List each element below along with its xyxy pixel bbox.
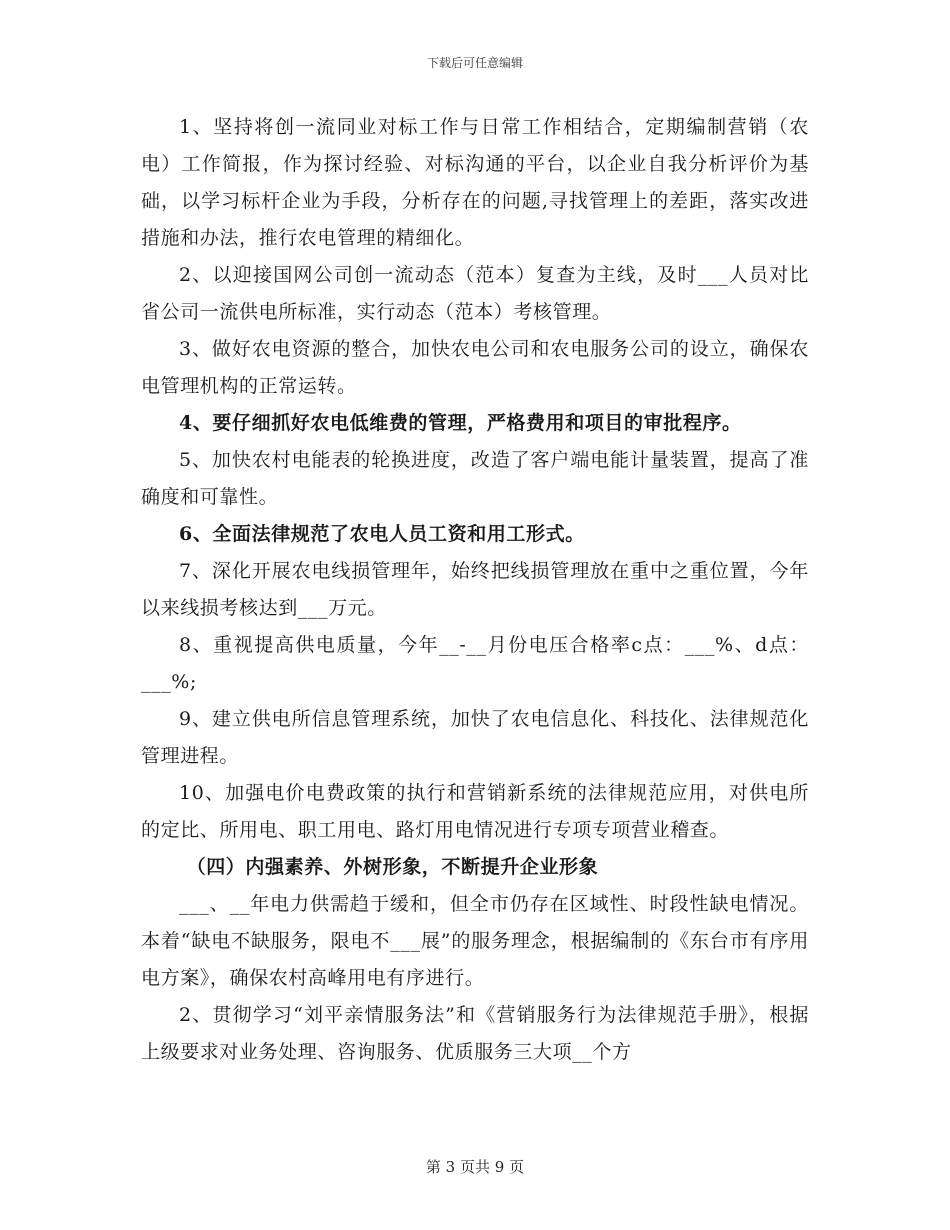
paragraph-item-5: 5、加快农村电能表的轮换进度，改造了客户端电能计量装置，提高了准确度和可靠性。 (141, 449, 809, 508)
paragraph-item-6: 6、全面法律规范了农电人员工资和用工形式。 (179, 523, 585, 545)
paragraph-item-4: 4、要仔细抓好农电低维费的管理，严格费用和项目的审批程序。 (179, 412, 742, 434)
paragraph-power-supply: ___、__年电力供需趋于缓和，但全市仍存在区域性、时段性缺电情况。本着“缺电不缺服务，限电不___展”的服务理念，根据编制的《东台市有序用电方案》，确保农村高峰用电有序进行。 (141, 893, 809, 989)
paragraph-item-9: 9、建立供电所信息管理系统，加快了农电信息化、科技化、法律规范化管理进程。 (141, 708, 809, 767)
paragraph-item-2: 2、以迎接国网公司创一流动态（范本）复查为主线，及时___人员对比省公司一流供电所标准，实行动态（范本）考核管理。 (141, 264, 809, 323)
page-header: 下载后可任意编辑 (426, 56, 523, 70)
paragraph-item-1: 1、坚持将创一流同业对标工作与日常工作相结合，定期编制营销（农电）工作简报，作为探讨经验、对标沟通的平台，以企业自我分析评价为基础，以学习标杆企业为手段，分析存在的问题,寻找管理上的差距，落实改进措施和办法，推行农电管理的精细化。 (141, 116, 809, 249)
paragraph-item-10: 10、加强电价电费政策的执行和营销新系统的法律规范应用，对供电所的定比、所用电、职工用电、路灯用电情况进行专项专项营业稽查。 (141, 782, 809, 841)
section-heading: （四）内强素养、外树形象，不断提升企业形象 (186, 856, 599, 878)
paragraph-item-7: 7、深化开展农电线损管理年，始终把线损管理放在重中之重位置，今年以来线损考核达到___万元。 (141, 560, 809, 619)
paragraph-service-study: 2、贯彻学习“刘平亲情服务法”和《营销服务行为法律规范手册》，根据上级要求对业务处理、咨询服务、优质服务三大项__个方 (141, 1004, 809, 1063)
paragraph-item-3: 3、做好农电资源的整合，加快农电公司和农电服务公司的设立，确保农电管理机构的正常运转。 (141, 338, 809, 397)
page-number: 第 3 页共 9 页 (425, 1158, 525, 1176)
paragraph-item-8: 8、重视提高供电质量，今年__-__月份电压合格率c点：___%、d点：___%; (141, 634, 809, 693)
document-body (141, 109, 809, 1071)
